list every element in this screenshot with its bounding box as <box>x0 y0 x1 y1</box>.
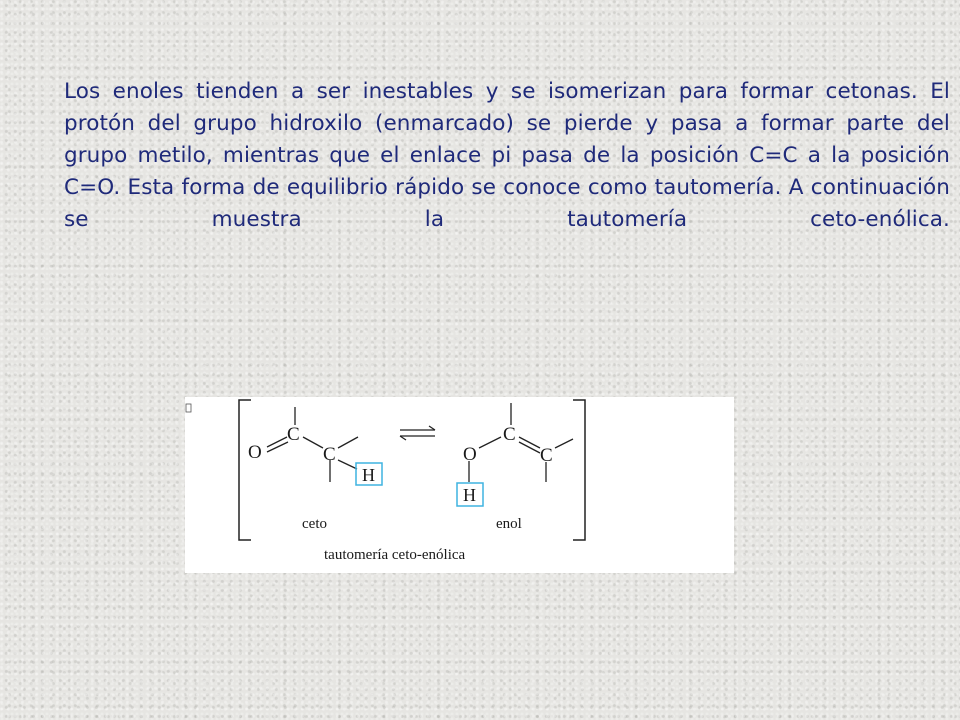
equilibrium-arrows <box>400 426 435 440</box>
figure-caption: tautomería ceto-enólica <box>324 547 466 563</box>
keto-carbonyl-carbon: C <box>287 424 300 445</box>
enol-hydrogen: H <box>463 485 476 505</box>
broken-image-icon <box>186 404 191 412</box>
keto-oxygen: O <box>248 442 262 463</box>
enol-oxygen: O <box>463 444 477 465</box>
enol-label: enol <box>496 516 522 532</box>
body-paragraph: Los enoles tienden a ser inestables y se isomerizan para formar cetonas. El protón del grupo hidroxilo (enmarcado) se pierde y pasa a formar parte del grupo metilo, mientras que el enlace pi pasa de la posición C=C a la posición C=O. Esta forma de equilibrio rápido se conoce como tautomería. A continuación se muestra la tautomería ceto-enólica. <box>64 79 950 232</box>
keto-alpha-carbon: C <box>323 444 336 465</box>
keto-label: ceto <box>302 516 327 532</box>
left-bracket <box>239 400 251 540</box>
keto-hydrogen: H <box>362 465 375 485</box>
tautomerism-diagram <box>185 397 734 573</box>
keto-enol-figure <box>185 397 734 573</box>
right-bracket <box>573 400 585 540</box>
enol-carbon-1: C <box>503 424 516 445</box>
enol-carbon-2: C <box>540 445 553 466</box>
keto-structure <box>248 407 382 485</box>
enol-structure <box>457 403 573 506</box>
